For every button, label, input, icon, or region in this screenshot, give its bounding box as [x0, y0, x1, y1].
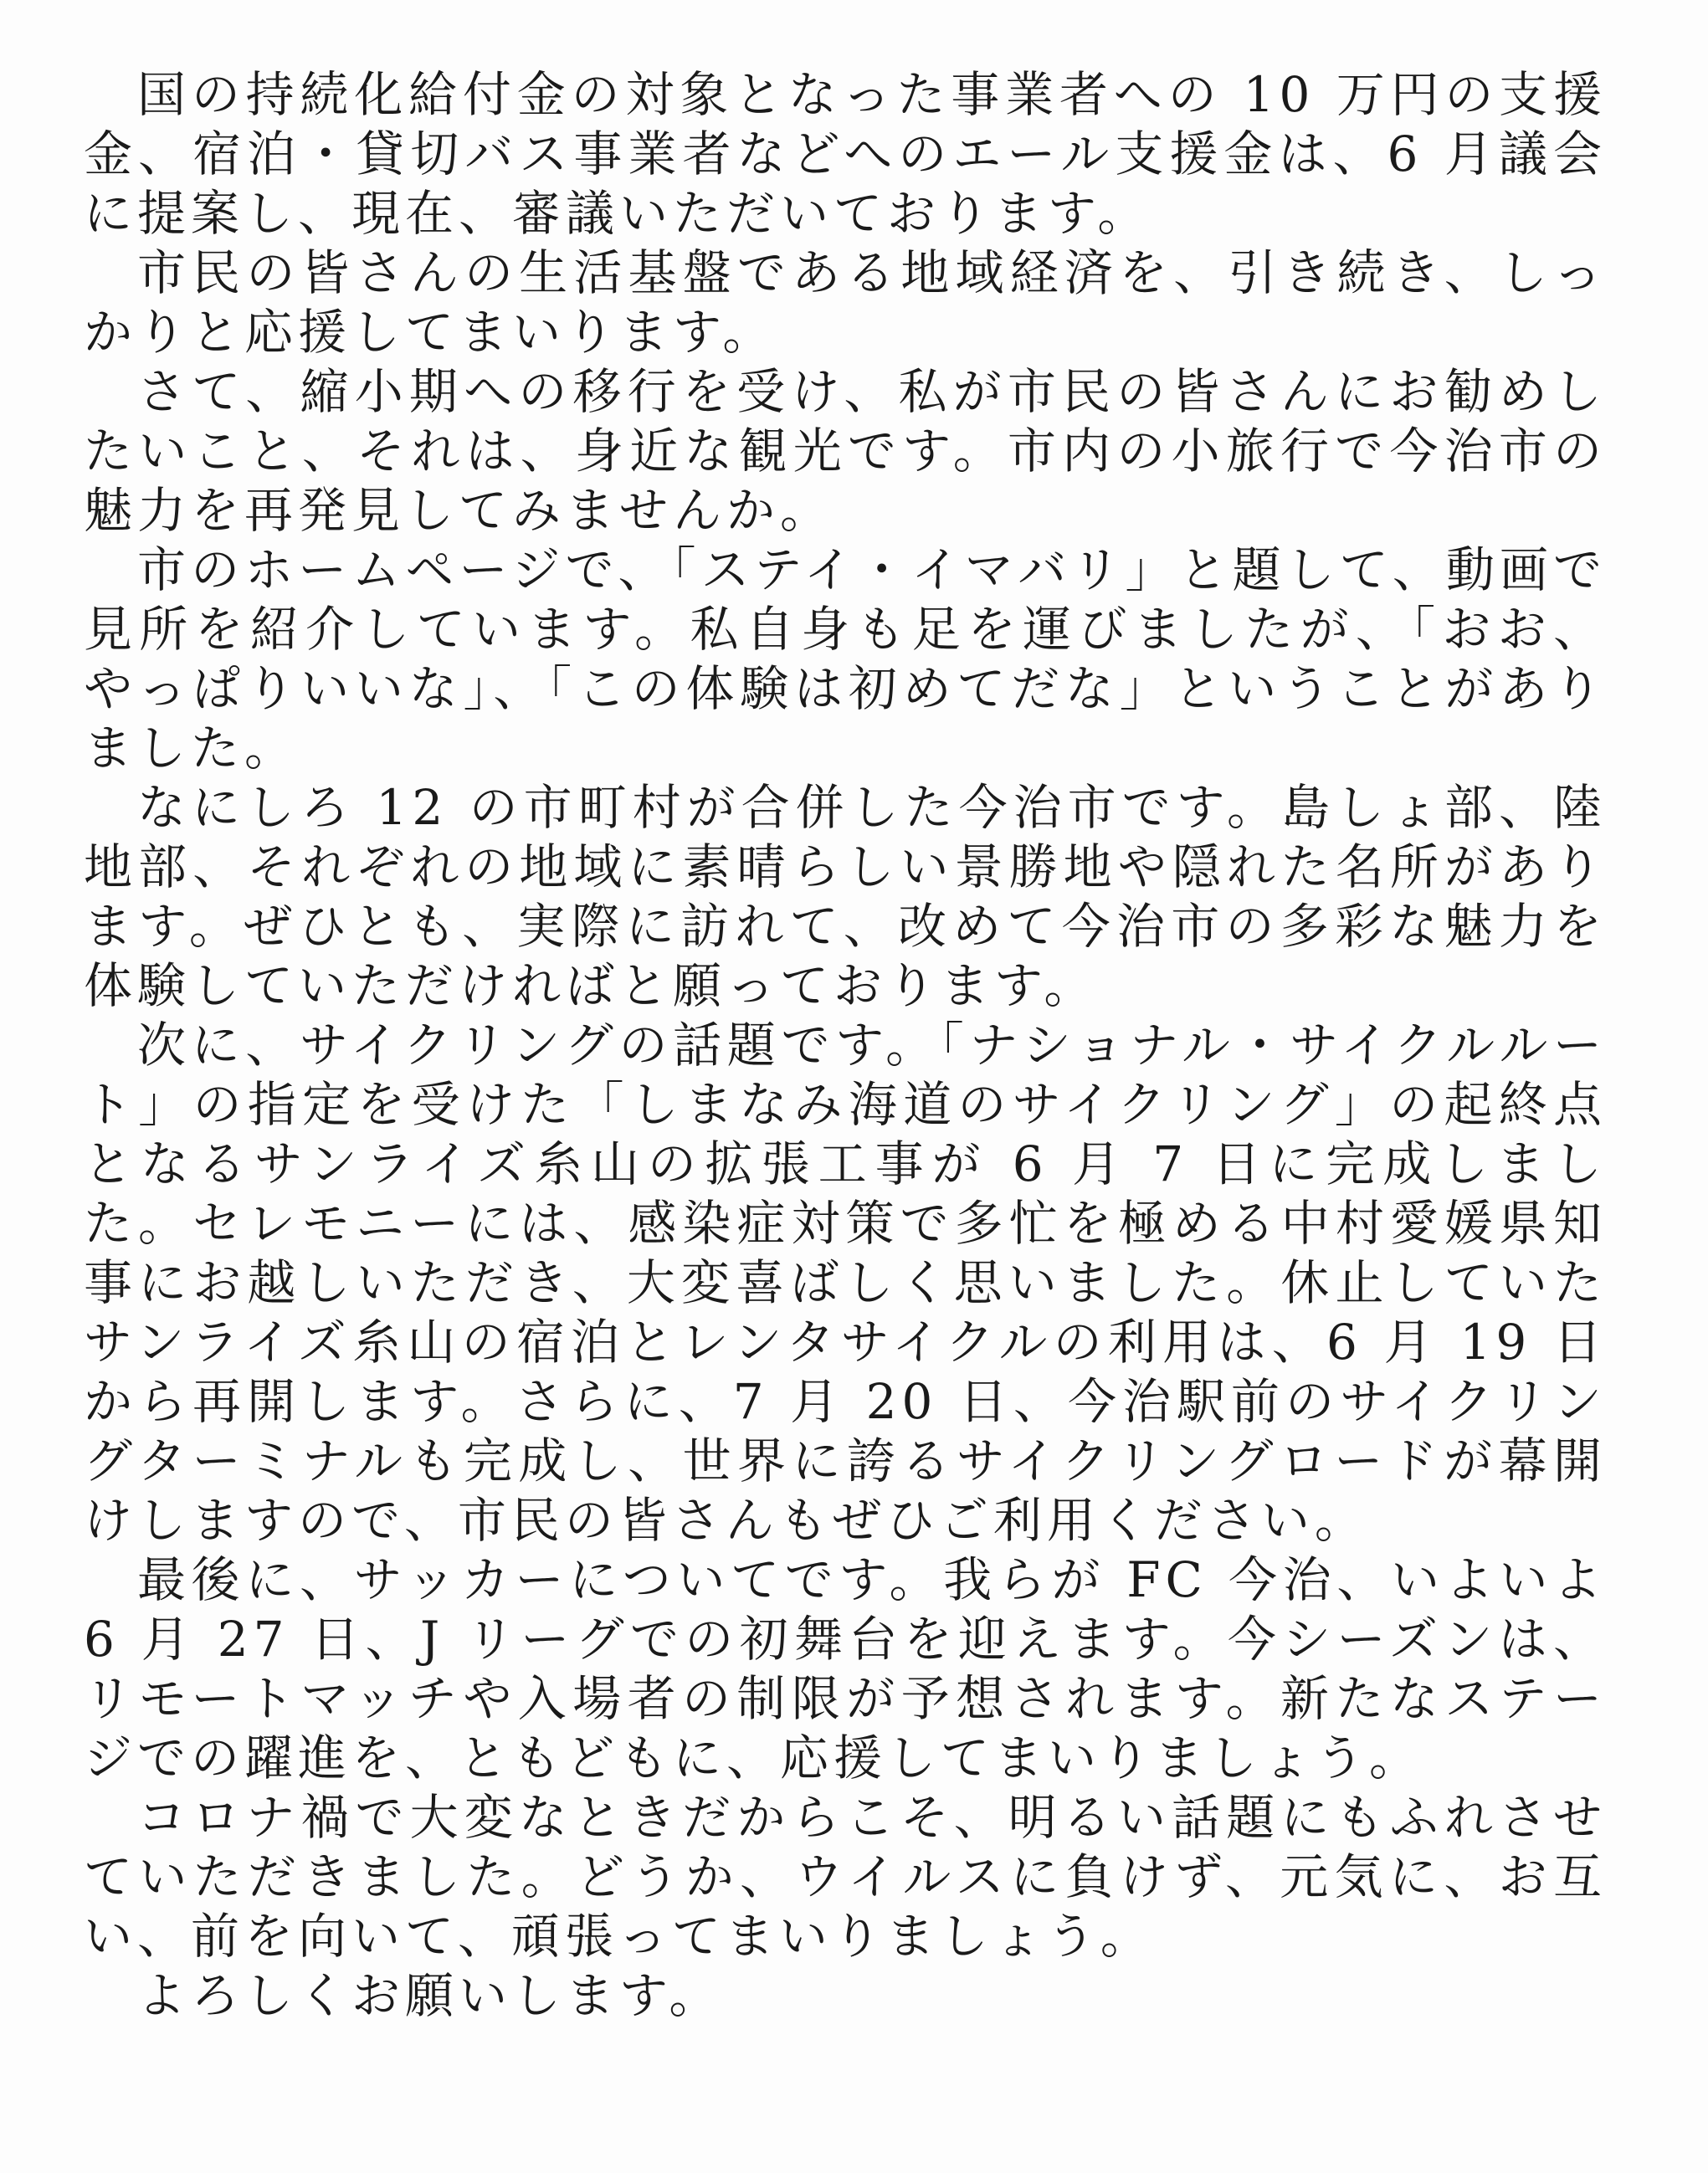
paragraph-closing: よろしくお願いします。: [137, 1967, 723, 2024]
paragraph-soccer: 最後に、サッカーについてです。我らが FC 今治、いよいよ 6 月 27 日、J リーグでの初舞台を迎えます。今シーズンは、リモートマッチや入場者の制限が予想されます。新たなステージでの躍進を、ともどもに、応援してまいりましょう。: [84, 1551, 1628, 1786]
paragraph-merged-city: なにしろ 12 の市町村が合併した今治市です。島しょ部、陸地部、それぞれの地域に素晴らしい景勝地や隠れた名所があります。ぜひとも、実際に訪れて、改めて今治市の多彩な魅力を体験していただければと願っております。: [84, 779, 1607, 1014]
paragraph-local-tourism: さて、縮小期への移行を受け、私が市民の皆さんにお勧めしたいこと、それは、身近な観光です。市内の小旅行で今治市の魅力を再発見してみませんか。: [84, 363, 1607, 539]
speech-body: [84, 65, 1628, 2026]
paragraph-local-economy: 市民の皆さんの生活基盤である地域経済を、引き続き、しっかりと応援してまいります。: [84, 244, 1607, 361]
paragraph-encouragement: コロナ禍で大変なときだからこそ、明るい話題にもふれさせていただきました。どうか、ウイルスに負けず、元気に、お互い、前を向いて、頑張ってまいりましょう。: [84, 1789, 1607, 1965]
paragraph-cycling: 次に、サイクリングの話題です。「ナショナル・サイクルルート」の指定を受けた「しまなみ海道のサイクリング」の起終点となるサンライズ糸山の拡張工事が 6 月 7 日に完成しました。セレモニーには、感染症対策で多忙を極める中村愛媛県知事にお越しいただき、大変喜ばしく思いました。休止していたサンライズ糸山の宿泊とレンタサイクルの利用は、6 月 19 日から再開します。さらに、7 月 20 日、今治駅前のサイクリングターミナルも完成し、世界に誇るサイクリングロードが幕開けしますので、市民の皆さんもぜひご利用ください。: [84, 1017, 1607, 1549]
paragraph-stay-imabari: 市のホームページで、「ステイ・イマバリ」と題して、動画で見所を紹介しています。私自身も足を運びましたが、「おお、やっぱりいいな」、「この体験は初めてだな」ということがありました。: [84, 541, 1607, 776]
paragraph-support-funds: 国の持続化給付金の対象となった事業者への 10 万円の支援金、宿泊・貸切バス事業者などへのエール支援金は、6 月議会に提案し、現在、審議いただいております。: [84, 66, 1607, 242]
